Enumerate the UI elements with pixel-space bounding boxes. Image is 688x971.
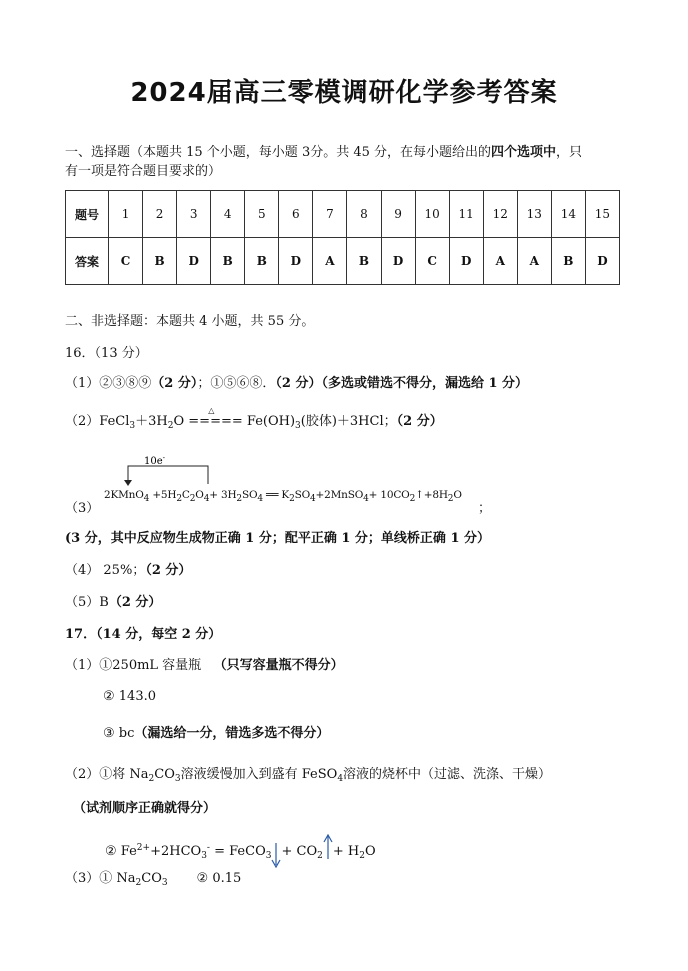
answer-cell: B <box>347 238 381 285</box>
q17-p3-b: CO <box>141 871 162 886</box>
q17-p1-note: （只写容量瓶不得分） <box>213 658 344 673</box>
q16-p1-answer2: ；①⑤⑥⑧． <box>197 376 276 391</box>
delta-symbol: △ <box>208 406 215 415</box>
section1-heading-text: 一、选择题（本题共 15 个小题，每小题 3分。共 45 分，在每小题给出的 <box>65 145 492 160</box>
eq-charge: - <box>206 843 210 853</box>
q17-p1-item3-note: （漏选给一分，错选多选不得分） <box>134 726 330 741</box>
eq-part: + H <box>332 844 360 859</box>
q17-p2-note: （试剂顺序正确就得分） <box>73 801 217 816</box>
q16-p3-end: ； <box>478 501 492 516</box>
answer-cell: D <box>381 238 415 285</box>
q16-p5-score: （2 分） <box>108 595 162 610</box>
eq-part: = FeCO <box>209 844 266 859</box>
q16-p2-b: ＋3H <box>135 414 168 429</box>
answer-cell: A <box>483 238 517 285</box>
question-number: 9 <box>381 191 415 238</box>
answer-cell: C <box>415 238 449 285</box>
q16-p3-note: (3 分，其中反应物生成物正确 1 分；配平正确 1 分；单线桥正确 1 分） <box>65 531 491 546</box>
eq-part: O <box>364 844 376 859</box>
q16-p1-answer: （1）②③⑧⑨ <box>65 376 152 391</box>
answer-cell: B <box>211 238 245 285</box>
answer-row <box>66 238 620 285</box>
row-label-number: 题号 <box>66 191 109 238</box>
section1-heading <box>65 144 582 162</box>
q17-p1-answer: （1）①250mL 容量瓶 <box>65 658 202 673</box>
q17-p3-a: （3）① Na <box>65 871 136 886</box>
question-number-row <box>66 191 620 238</box>
q16-p1-score: （2 分） <box>151 376 198 391</box>
q17-part3: （3）① $Na_2CO_3$ ② 0.15 <box>65 871 242 888</box>
question-number: 11 <box>449 191 483 238</box>
redox-equation-image <box>104 456 484 506</box>
q17-p3-c: ② 0.15 <box>196 871 242 886</box>
q17-p2-c: 溶液缓慢加入到盛有 FeSO <box>180 767 338 782</box>
answer-cell: D <box>177 238 211 285</box>
q17-heading: 17．（14 分，每空 2 分） <box>65 627 222 642</box>
q17-p2-a: （2）①将 Na <box>65 767 149 782</box>
answer-table <box>65 190 620 285</box>
question-number: 4 <box>211 191 245 238</box>
question-number: 12 <box>483 191 517 238</box>
section1-heading-bold: 四个选项中 <box>491 145 557 160</box>
section1-heading-line2: 有一项是符合题目要求的） <box>65 164 222 179</box>
question-number: 1 <box>109 191 143 238</box>
q17-p2-d: 溶液的烧杯中（过滤、洗涤、干燥） <box>343 767 552 782</box>
q16-p2-equals <box>188 406 243 431</box>
q16-p2-c: O <box>173 414 185 429</box>
equals-sign: ===== <box>188 414 243 429</box>
answer-cell: C <box>109 238 143 285</box>
eq-charge: 2+ <box>136 843 151 853</box>
electron-count: 10e- <box>144 456 166 467</box>
q17-p1-item3 <box>103 725 329 743</box>
q16-p2-d: Fe(OH) <box>246 414 296 429</box>
answer-cell: D <box>279 238 313 285</box>
q16-p4-score: （2 分） <box>145 563 192 578</box>
eq-part: + CO <box>281 844 318 859</box>
answer-cell: A <box>517 238 551 285</box>
question-number: 6 <box>279 191 313 238</box>
eq-part: +2HCO <box>150 844 202 859</box>
q16-p5-answer: （5）B <box>65 595 109 610</box>
question-number: 13 <box>517 191 551 238</box>
question-number: 3 <box>177 191 211 238</box>
question-number: 10 <box>415 191 449 238</box>
answer-cell: B <box>245 238 279 285</box>
q16-p2-a: （2）FeCl <box>65 414 130 429</box>
answer-cell: B <box>551 238 585 285</box>
q16-part5 <box>65 594 161 612</box>
question-number: 14 <box>551 191 585 238</box>
q17-p1-item2: ② 143.0 <box>103 689 157 704</box>
q16-part3-label: （3） <box>65 501 100 516</box>
answer-cell: D <box>449 238 483 285</box>
q17-p1-item3-answer: ③ bc <box>103 726 135 741</box>
q17-p2-b: CO <box>154 767 175 782</box>
up-arrow-icon <box>323 833 333 859</box>
q17-part2: （2）①将 $Na_2CO_3$溶液缓慢加入到盛有 FeSO$_4$溶液的烧杯中（过滤、洗涤、干燥） <box>65 767 552 784</box>
down-arrow-icon <box>271 843 281 869</box>
question-number: 15 <box>585 191 619 238</box>
q17-p2-equation: ② $Fe^{2+}+2HCO_3^-$ = FeCO$_3$ + $CO_2 + H_2O$ <box>105 833 376 869</box>
section1-heading-end: ，只 <box>556 145 583 160</box>
q16-p2-score: （2 分） <box>396 414 443 429</box>
answer-cell: D <box>585 238 619 285</box>
q16-p1-note: （2 分）（多选或错选不得分，漏选给 1 分） <box>275 376 529 391</box>
eq-part: ② Fe <box>105 844 137 859</box>
redox-equation: 2KMnO$_4$ $+5H_2C_2O_4+ 3H_2SO_4$ ══ $K_2SO_4+2MnSO_4+$ $10CO_2↑+8H_2O$ <box>104 489 462 504</box>
eq-subscript: 3 <box>201 851 207 861</box>
row-label-answer: 答案 <box>66 238 109 285</box>
question-number: 2 <box>143 191 177 238</box>
page-title: 2024届高三零模调研化学参考答案 <box>130 78 558 108</box>
section2-heading: 二、非选择题：本题共 4 小题，共 55 分。 <box>65 314 315 329</box>
question-number: 8 <box>347 191 381 238</box>
answer-cell: B <box>143 238 177 285</box>
q16-p2-e: (胶体)＋3HCl； <box>300 414 397 429</box>
question-number: 5 <box>245 191 279 238</box>
question-number: 7 <box>313 191 347 238</box>
q16-p4-answer: （4） 25%； <box>65 563 146 578</box>
q16-heading: 16．（13 分） <box>65 346 148 361</box>
q16-part2: $(2)FeCl_3+3H_2O$ △ ===== $Fe(OH)_3$(胶体)＋3HCl；（2 分） <box>65 413 443 431</box>
q17-part1 <box>65 657 344 675</box>
q16-part1 <box>65 375 528 393</box>
q16-part4 <box>65 562 191 580</box>
answer-cell: A <box>313 238 347 285</box>
